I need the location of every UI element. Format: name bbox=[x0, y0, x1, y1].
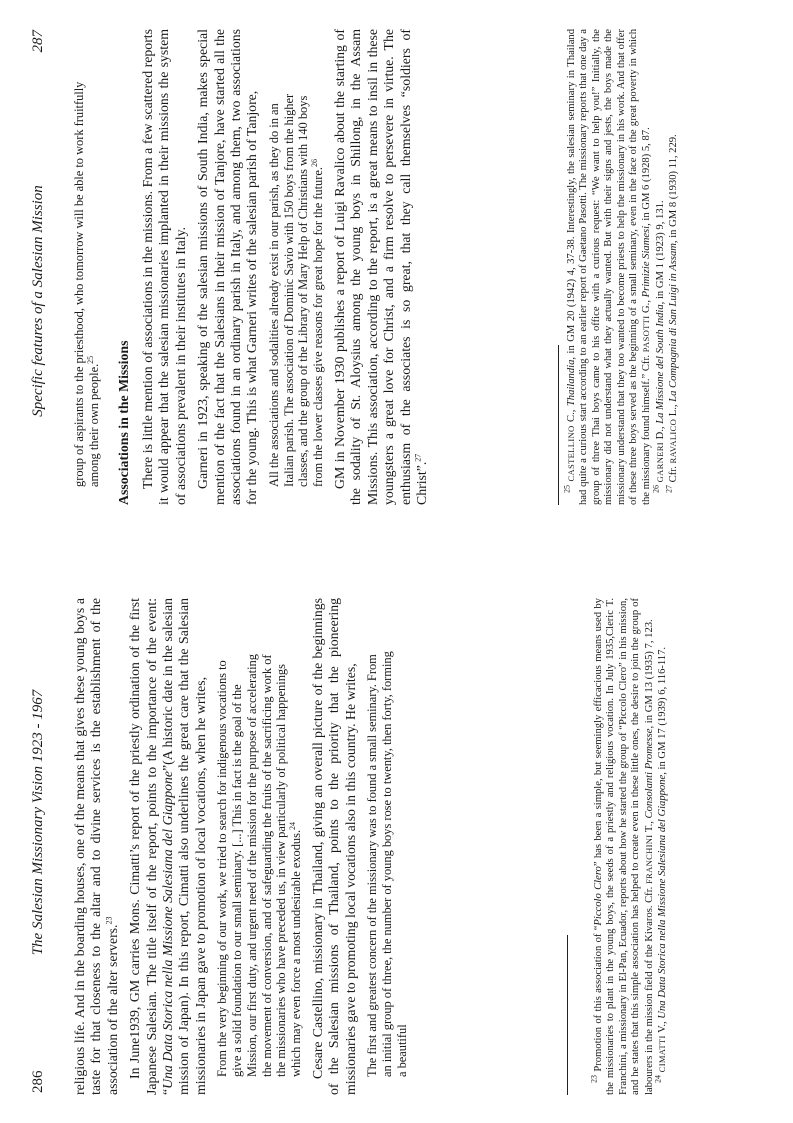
running-title: Specific features of a Salesian Mission bbox=[30, 185, 46, 417]
footnote-ref[interactable]: 27 bbox=[413, 453, 423, 462]
running-header bbox=[30, 562, 56, 1123]
block-quote: The first and greatest concern of the missionary was to found a small seminary. From an initial group of three, the number of young boys rose to twenty, then forty, forming a beautiful bbox=[365, 651, 409, 1077]
paragraph: In June1939, GM carries Mons. Cimatti’s report of the priestly ordination of the first Japanese Salesian. The title itself of the report, points to the importance of the event: “Una Data Storica nella Missione Salesiana del Giappone”(A historic date in the salesian mission of Japan). In this report, Cimatti also underlines the great care that the Salesian missionaries in Japan gave to promotion of local vocations, when he writes, bbox=[127, 597, 208, 1095]
main-text bbox=[72, 598, 416, 1095]
page-286 bbox=[0, 562, 793, 1123]
page-number: 287 bbox=[30, 30, 46, 53]
paragraph: GM in November 1930 publishes a report of Luigi Ravalico about the starting of the sodality of St. Aloysius among the young boys in Shillong, in the Assam Missions. This association, according to the report, is a great means to insil in these youngsters a great love for Christ, and a firm resolve to persevere in virtue. The enthusiasm of the associates is so great, that they call themselves “soldiers of Christ”.$^{27}$ bbox=[332, 29, 430, 505]
running-header bbox=[30, 0, 56, 562]
block-quote: From the very beginning of our work, we tried to search for indigenous vocations to give a solid foundation to our small seminary. [...] This in fact is the goal of the Mission, our first duty, and urgent need of the mission for the purpose of accelerating the movement of conversion, and of safeguarding the fruits of the sacrificing work of the missionaries who have preceded us, in view particularly of political happenings which may even force a most undesirable exodus.$^{24}$ bbox=[215, 654, 304, 1077]
page-number: 286 bbox=[30, 1070, 46, 1093]
paragraph: There is little mention of associations in the missions. From a few scattered reports it would appear that the salesian missionaries implanted in their missions the system of associations prevalent in their institutes in Italy. bbox=[140, 29, 188, 505]
footnote-rule bbox=[567, 935, 568, 1095]
footnote-ref[interactable]: 26 bbox=[310, 159, 320, 168]
footnote-25: $^{25}$ CASTELLINO C., Thailandia, in GM 20 (1942) 4, 37-38. Interestingly, the salesian seminary in Thailand had quite a curious start according to an earlier report of Gaetano Pasotti. The missionary reports that one day a group of three Thai boys came to his office with a curious request: “We want to help you!” Initially, the missionary did not understand what they actually wanted. But with their signs and jests, the boys made the missionary understand that they too wanted to become priests to help the missionary in his work. And that offer of these three boys served as the beginning of a small seminary, even in the face of the great poverty in which the missionary found himself.” Cfr. PASOTTI G., Primizie Siamesi, in GM 6 (1928) 5, 87. bbox=[562, 29, 653, 505]
paragraph: religious life. And in the boarding houses, one of the means that gives these young boys a taste for that closeness to the altar and to divine services is the establishment of the association of the alter servers.$^{23}$ bbox=[72, 598, 120, 1095]
footnote-ref[interactable]: 25 bbox=[85, 355, 95, 364]
footnote-rule bbox=[558, 345, 559, 505]
footnote-24: $^{24}$ CIMATTI V., Una Data Storica nella Missione Salesiana del Giappone, in GM 17 (1939) 6, 116-117. bbox=[653, 646, 669, 1083]
paragraph: Cesare Castellino, missionary in Thailand, giving an overall picture of the beginnings of the Salesian missions of Thailand, points to the priority that the pioneering missionaries gave to promoting local vocations also in this country. He writes, bbox=[310, 598, 358, 1095]
section-heading: Associations in the Missions bbox=[115, 340, 131, 505]
footnote-23: $^{23}$ Promotion of this association of “Piccolo Clero” has been a simple, but seemingly efficacious means used by the missionaries to plant in the young boys, the seeds of a priestly and religious vocation. In July 1935,Cleric T. Franchini, a missionary in El-Pan, Ecuador, reports about how he started the group of “Piccolo Clero” in his mission, and he states that this simple association has helped to create even in these little ones, the desire to join the group of labourers in the mission field of the Kivaros. Cfr. FRANCHINI T., Consolanti Promesse, in GM 13 (1935) 7, 123. bbox=[589, 598, 655, 1095]
footnote-ref[interactable]: 24 bbox=[288, 821, 298, 830]
block-quote: All the associations and sodalities already exist in our parish, as they do in an Italian parish. The association of Dominic Savio with 150 boys from the higher classes, and the group of the Library of Mary Help of Christians with 140 boys from the lower classes give reasons for great hope for the future.$^{26}$ bbox=[266, 93, 326, 487]
footnote-27: $^{27}$ Cfr. RAVALICO L., La Compagnia di San Luigi in Assam, in GM 8 (1930) 11, 229. bbox=[664, 134, 680, 493]
block-quote-continued: group of aspirants to the priesthood, who tomorrow will be able to work fruitfully among their own people.$^{25}$ bbox=[72, 81, 101, 487]
footnote-ref[interactable]: 23 bbox=[104, 916, 114, 925]
footnotes bbox=[589, 598, 669, 1095]
footnote-26: $^{26}$ GARNERI D., La Missione del South India, in GM 1 (1923) 9, 131. bbox=[651, 200, 666, 493]
footnotes bbox=[562, 29, 681, 505]
main-text bbox=[72, 29, 430, 505]
paragraph: Garneri in 1923, speaking of the salesian missions of South India, makes special mention of the fact that the Salesians in their mission of Tanjore, have started all the associations found in an ordinary parish in Italy, and among them, two associations for the young. This is what Garneri writes of the salesian parish of Tanjore, bbox=[195, 29, 260, 505]
running-title: The Salesian Missionary Vision 1923 - 1967 bbox=[30, 689, 46, 956]
